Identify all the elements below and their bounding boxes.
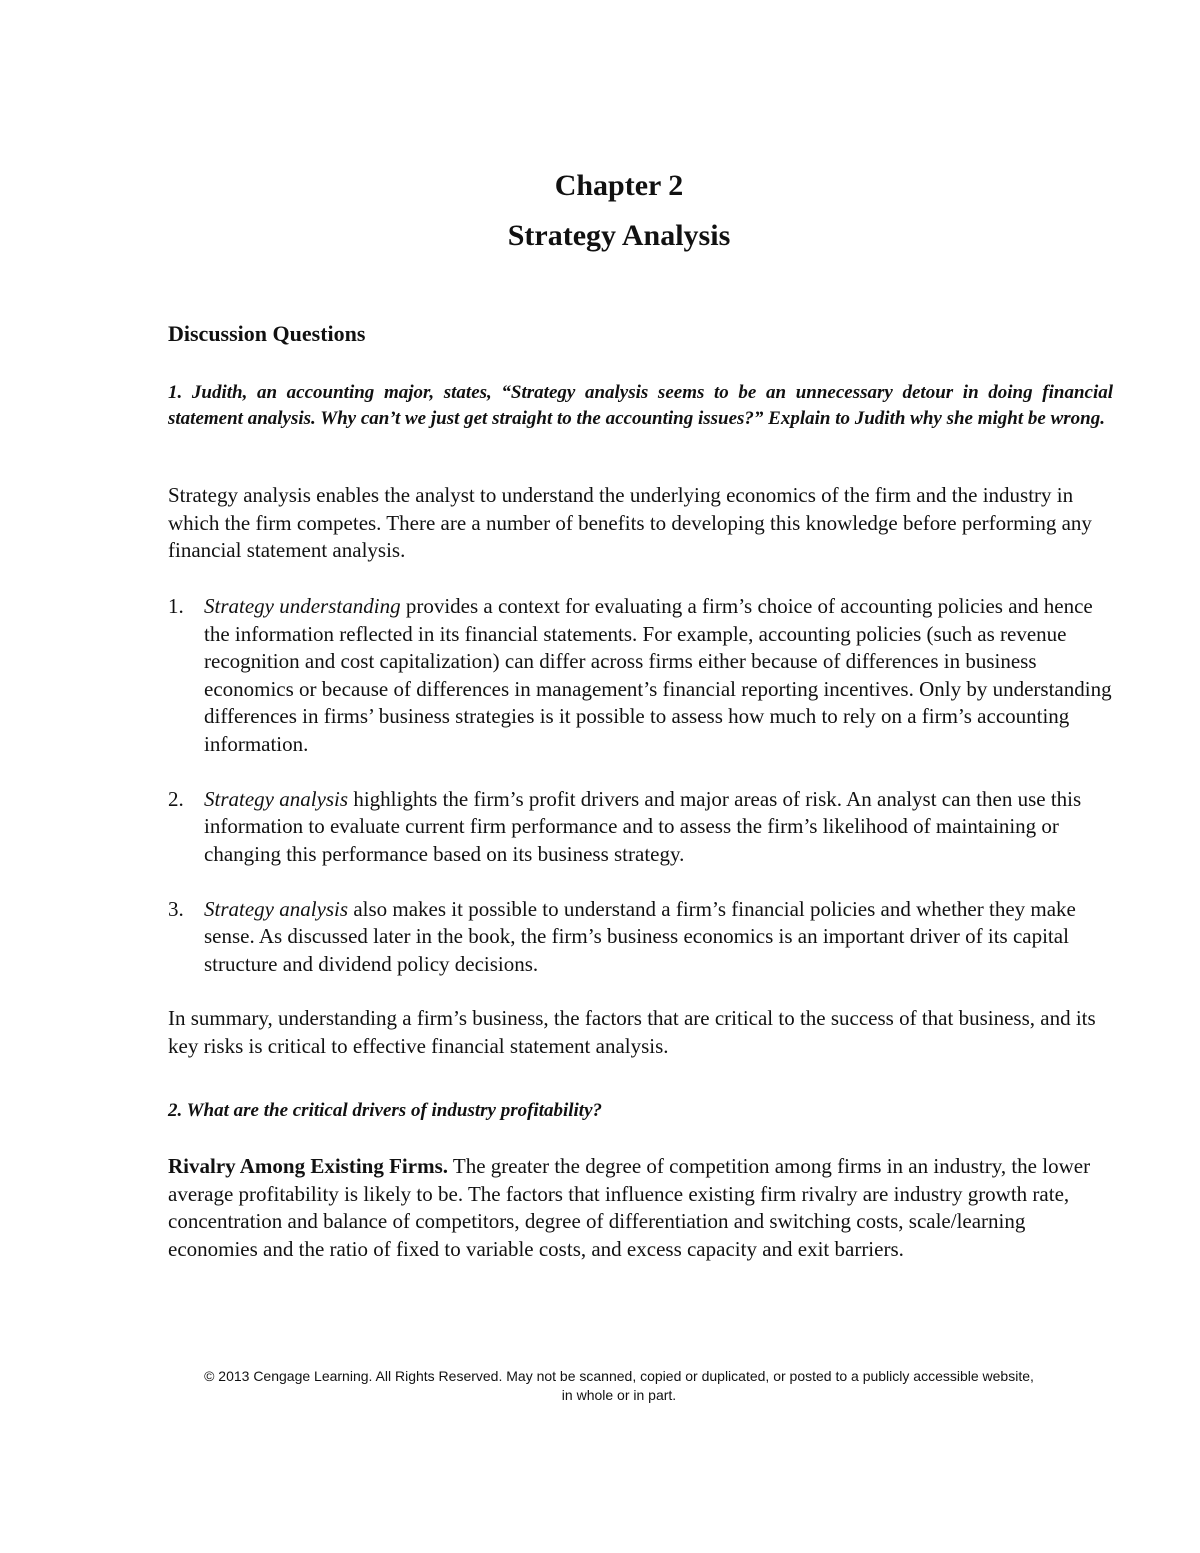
list-item [168, 786, 1118, 869]
list-item-lead: Strategy analysis [204, 786, 349, 811]
chapter-title: Strategy Analysis [507, 219, 731, 252]
list-item-text: highlights the firm’s profit drivers and major areas of risk. An analyst can then use this information to evaluate current firm performance and to assess the firm’s likelihood of maintaining or changing this performance based on its business strategy. [204, 786, 1082, 866]
document-page [168, 0, 1118, 1553]
intro-paragraph: Strategy analysis enables the analyst to understand the underlying economics of the firm and the industry in which the firm competes. There are a number of benefits to developing this knowledge before performing any financial statement analysis. [168, 483, 1092, 562]
list-item-number: 3. [168, 896, 184, 921]
list-item-body [204, 786, 1118, 869]
copyright-footer [144, 1367, 1094, 1405]
list-item-text: also makes it possible to understand a firm’s financial policies and whether they make sense. As discussed later in the book, the firm’s business economics is an important driver of its capital structure and dividend policy decisions. [204, 896, 1076, 976]
list-item [168, 896, 1118, 979]
list-item-lead: Strategy understanding [204, 594, 401, 618]
rivalry-lead: Rivalry Among Existing Firms. [168, 1154, 449, 1178]
chapter-number: Chapter 2 [554, 169, 684, 202]
list-item-body [204, 896, 1118, 979]
list-item-number: 1. [168, 594, 184, 618]
list-item-number: 2. [168, 786, 184, 811]
list-item-text: provides a context for evaluating a firm’s choice of accounting policies and hence the information reflected in its financial statements. For example, accounting policies (such as revenue recognition and cost capitalization) can differ across firms either because of differences in business economics or because of differences in management’s financial reporting incentives. Only by understanding differences in firms’ business strategies is it possible to assess how much to rely on a firm’s accounting information. [204, 594, 1112, 756]
list-item-body [204, 593, 1118, 758]
copyright-line-1: © 2013 Cengage Learning. All Rights Reserved. May not be scanned, copied or duplicated, or posted to a publicly accessible website, [204, 1368, 1034, 1384]
rivalry-text: The greater the degree of competition among firms in an industry, the lower average profitability is likely to be. The factors that influence existing firm rivalry are industry growth rate, concentration and balance of competitors, degree of differentiation and switching costs, scale/learning economies and the ratio of fixed to variable costs, and excess capacity and exit barriers. [168, 1154, 1091, 1261]
copyright-line-2: in whole or in part. [561, 1387, 677, 1403]
question-1: 1. Judith, an accounting major, states, “Strategy analysis seems to be an unnecessary detour in doing financial statement analysis. Why can’t we just get straight to the accounting issues?” Explain to Judith why she might be wrong. [168, 382, 1113, 429]
summary-paragraph: In summary, understanding a firm’s business, the factors that are critical to the success of that business, and its key risks is critical to effective financial statement analysis. [168, 1006, 1096, 1058]
list-item [168, 593, 1118, 758]
section-heading: Discussion Questions [168, 321, 366, 346]
question-2: 2. What are the critical drivers of industry profitability? [168, 1100, 603, 1121]
list-item-lead: Strategy analysis [204, 896, 349, 921]
benefits-list [168, 593, 1118, 1006]
rivalry-paragraph [168, 1153, 1113, 1263]
